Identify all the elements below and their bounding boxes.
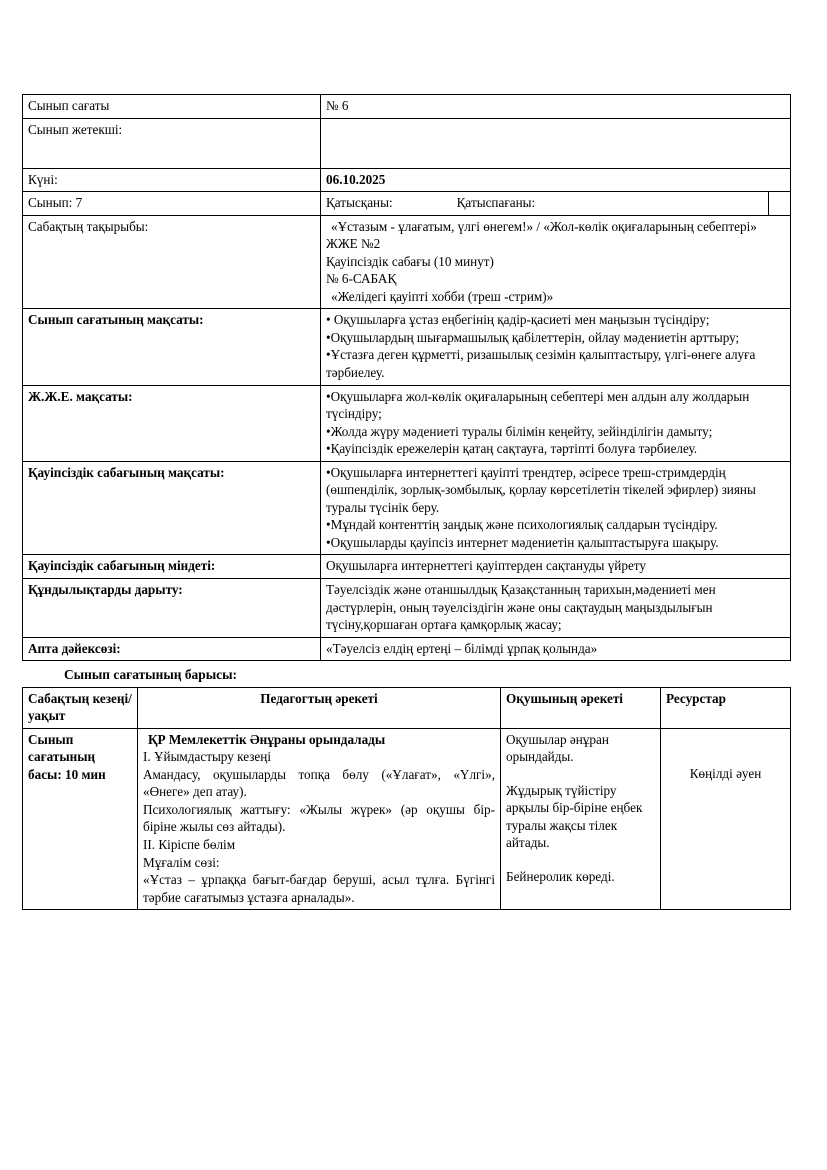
table-row-goal xyxy=(23,637,791,661)
info-label-class-number: Сынып: 7 xyxy=(23,192,321,216)
teacher-line: I. Ұйымдастыру кезеңі xyxy=(143,749,271,765)
lesson-info-table xyxy=(22,94,791,661)
goal-line: •Мұндай контенттің заңдық және психологиялық салдарын түсіндіру. xyxy=(326,517,718,533)
goal-label-safety-aim: Қауіпсіздік сабағының мақсаты: xyxy=(23,461,321,555)
goal-line: •Оқушыларға интернеттегі қауіпті трендтер, әсіресе треш-стримдердің (өшпенділік, зорлық-зомбылық, қорлау көрсетілетін тікелей эфирлер) зияны туралы түсінік беру. xyxy=(326,464,756,515)
info-value-topic xyxy=(321,215,791,309)
info-value-date: 06.10.2025 xyxy=(321,168,791,192)
topic-line: «Ұстазым - ұлағатым, үлгі өнегем!» / «Жол-көлік оқиғаларының себептері» ЖЖЕ №2 xyxy=(326,218,757,252)
info-value-class-teacher xyxy=(321,118,791,168)
cell-student-activity xyxy=(501,728,661,909)
goal-line: •Оқушылардың шығармашылық қабілеттерін, ойлау мәдениетін арттыру; xyxy=(326,329,740,345)
goal-label-class-hour-aim: Сынып сағатының мақсаты: xyxy=(23,309,321,385)
student-block-spacer xyxy=(506,852,655,868)
teacher-line: Психологиялық жаттығу: «Жылы жүрек» (әр оқушы бір-біріне жылы сөз айтады). xyxy=(143,801,495,835)
table-row-topic xyxy=(23,215,791,309)
table-row-goal xyxy=(23,385,791,461)
info-attendance-extra-cell xyxy=(769,192,791,216)
goal-value-safety-task: Оқушыларға интернеттегі қауіптерден сақтануды үйрету xyxy=(321,555,791,579)
goal-line: •Оқушыларды қауіпсіз интернет мәдениетін қалыптастыруға шақыру. xyxy=(326,534,719,550)
goal-label-week-quote: Апта дәйексөзі: xyxy=(23,637,321,661)
table-row xyxy=(23,95,791,119)
info-label-date: Күні: xyxy=(23,168,321,192)
goal-value-week-quote: «Тәуелсіз елдің ертеңі – білімді ұрпақ қолында» xyxy=(321,637,791,661)
cell-stage: Сынып сағатының басы: 10 мин xyxy=(23,728,138,909)
table-row xyxy=(23,168,791,192)
table-row-goal xyxy=(23,309,791,385)
resource-item: Көңілді әуен xyxy=(689,765,762,781)
student-block: Бейнеролик көреді. xyxy=(506,869,615,885)
column-header-resources: Ресурстар xyxy=(661,687,791,728)
teacher-line: «Ұстаз – ұрпаққа бағыт-бағдар беруші, асыл тұлға. Бүгінгі тәрбие сағатымыз ұстазға арналады». xyxy=(143,872,495,905)
table-row-goal xyxy=(23,579,791,638)
student-block: Жұдырық түйістіру арқылы бір-біріне еңбек туралы жақсы тілек айтады. xyxy=(506,782,643,851)
progress-section-title: Сынып сағатының барысы: xyxy=(64,667,238,683)
table-row xyxy=(23,728,791,909)
goal-line: •Ұстазға деген құрметті, ризашылық сезімін қалыптастыру, үлгі-өнеге алуға тәрбиелеу. xyxy=(326,347,756,381)
goal-label-zhzhe-aim: Ж.Ж.Е. мақсаты: xyxy=(23,385,321,461)
cell-teacher-activity xyxy=(138,728,501,909)
info-label-class-hour: Сынып сағаты xyxy=(23,95,321,119)
goal-label-safety-task: Қауіпсіздік сабағының міндеті: xyxy=(23,555,321,579)
student-block: Оқушылар әнұран орындайды. xyxy=(506,731,609,765)
table-header-row xyxy=(23,687,791,728)
info-label-class-teacher: Сынып жетекші: xyxy=(23,118,321,168)
teacher-heading: ҚР Мемлекеттік Әнұраны орындалады xyxy=(148,731,386,747)
teacher-line: II. Кіріспе бөлім xyxy=(143,837,236,853)
info-value-class-hour-number: № 6 xyxy=(321,95,791,119)
goal-line: • Оқушыларға ұстаз еңбегінің қадір-қасиеті мен маңызын түсіндіру; xyxy=(326,312,710,328)
column-header-student-activity: Оқушының әрекеті xyxy=(501,687,661,728)
info-label-topic: Сабақтың тақырыбы: xyxy=(23,215,321,309)
table-row xyxy=(23,118,791,168)
cell-resources xyxy=(661,728,791,909)
column-header-stage: Сабақтың кезеңі/ уақыт xyxy=(23,687,138,728)
goal-line: •Жолда жүру мәдениеті туралы білімін кеңейту, зейінділігін дамыту; xyxy=(326,423,713,439)
column-header-teacher-activity: Педагогтың әрекеті xyxy=(138,687,501,728)
goal-line: •Қауіпсіздік ережелерін қатаң сақтауға, тәртіпті болуға тәрбиелеу. xyxy=(326,441,698,457)
goal-value-class-hour-aim xyxy=(321,309,791,385)
goal-label-values: Құндылықтарды дарыту: xyxy=(23,579,321,638)
table-row-goal xyxy=(23,555,791,579)
goal-value-safety-aim xyxy=(321,461,791,555)
student-block-spacer xyxy=(506,766,655,782)
teacher-line: Мұғалім сөзі: xyxy=(143,854,220,870)
table-row-goal xyxy=(23,461,791,555)
goal-value-zhzhe-aim xyxy=(321,385,791,461)
info-attendance-cell xyxy=(321,192,769,216)
document-sheet xyxy=(22,94,790,910)
teacher-line: Амандасу, оқушыларды топқа бөлу («Ұлағат», «Үлгі», «Өнеге» деп атау). xyxy=(143,766,495,800)
topic-line: «Желідегі қауіпті хобби (треш -стрим)» xyxy=(331,288,554,304)
topic-line: № 6-САБАҚ xyxy=(326,271,397,287)
info-label-absent: Қатыспағаны: xyxy=(456,195,536,211)
info-label-present: Қатысқаны: xyxy=(326,195,393,211)
goal-value-values: Тәуелсіздік және отаншылдық Қазақстанның тарихын,мәдениеті мен дәстүрлерін, оның тәуелсіздігін және оны сақтаудың маңыздылығын түсіну,қоршаған ортаға қамқорлық жасау; xyxy=(321,579,791,638)
lesson-progress-table xyxy=(22,687,791,911)
table-row-attendance xyxy=(23,192,791,216)
topic-line: Қауіпсіздік сабағы (10 минут) xyxy=(326,253,494,269)
goal-line: •Оқушыларға жол-көлік оқиғаларының себептері мен алдын алу жолдарын түсіндіру; xyxy=(326,388,750,422)
